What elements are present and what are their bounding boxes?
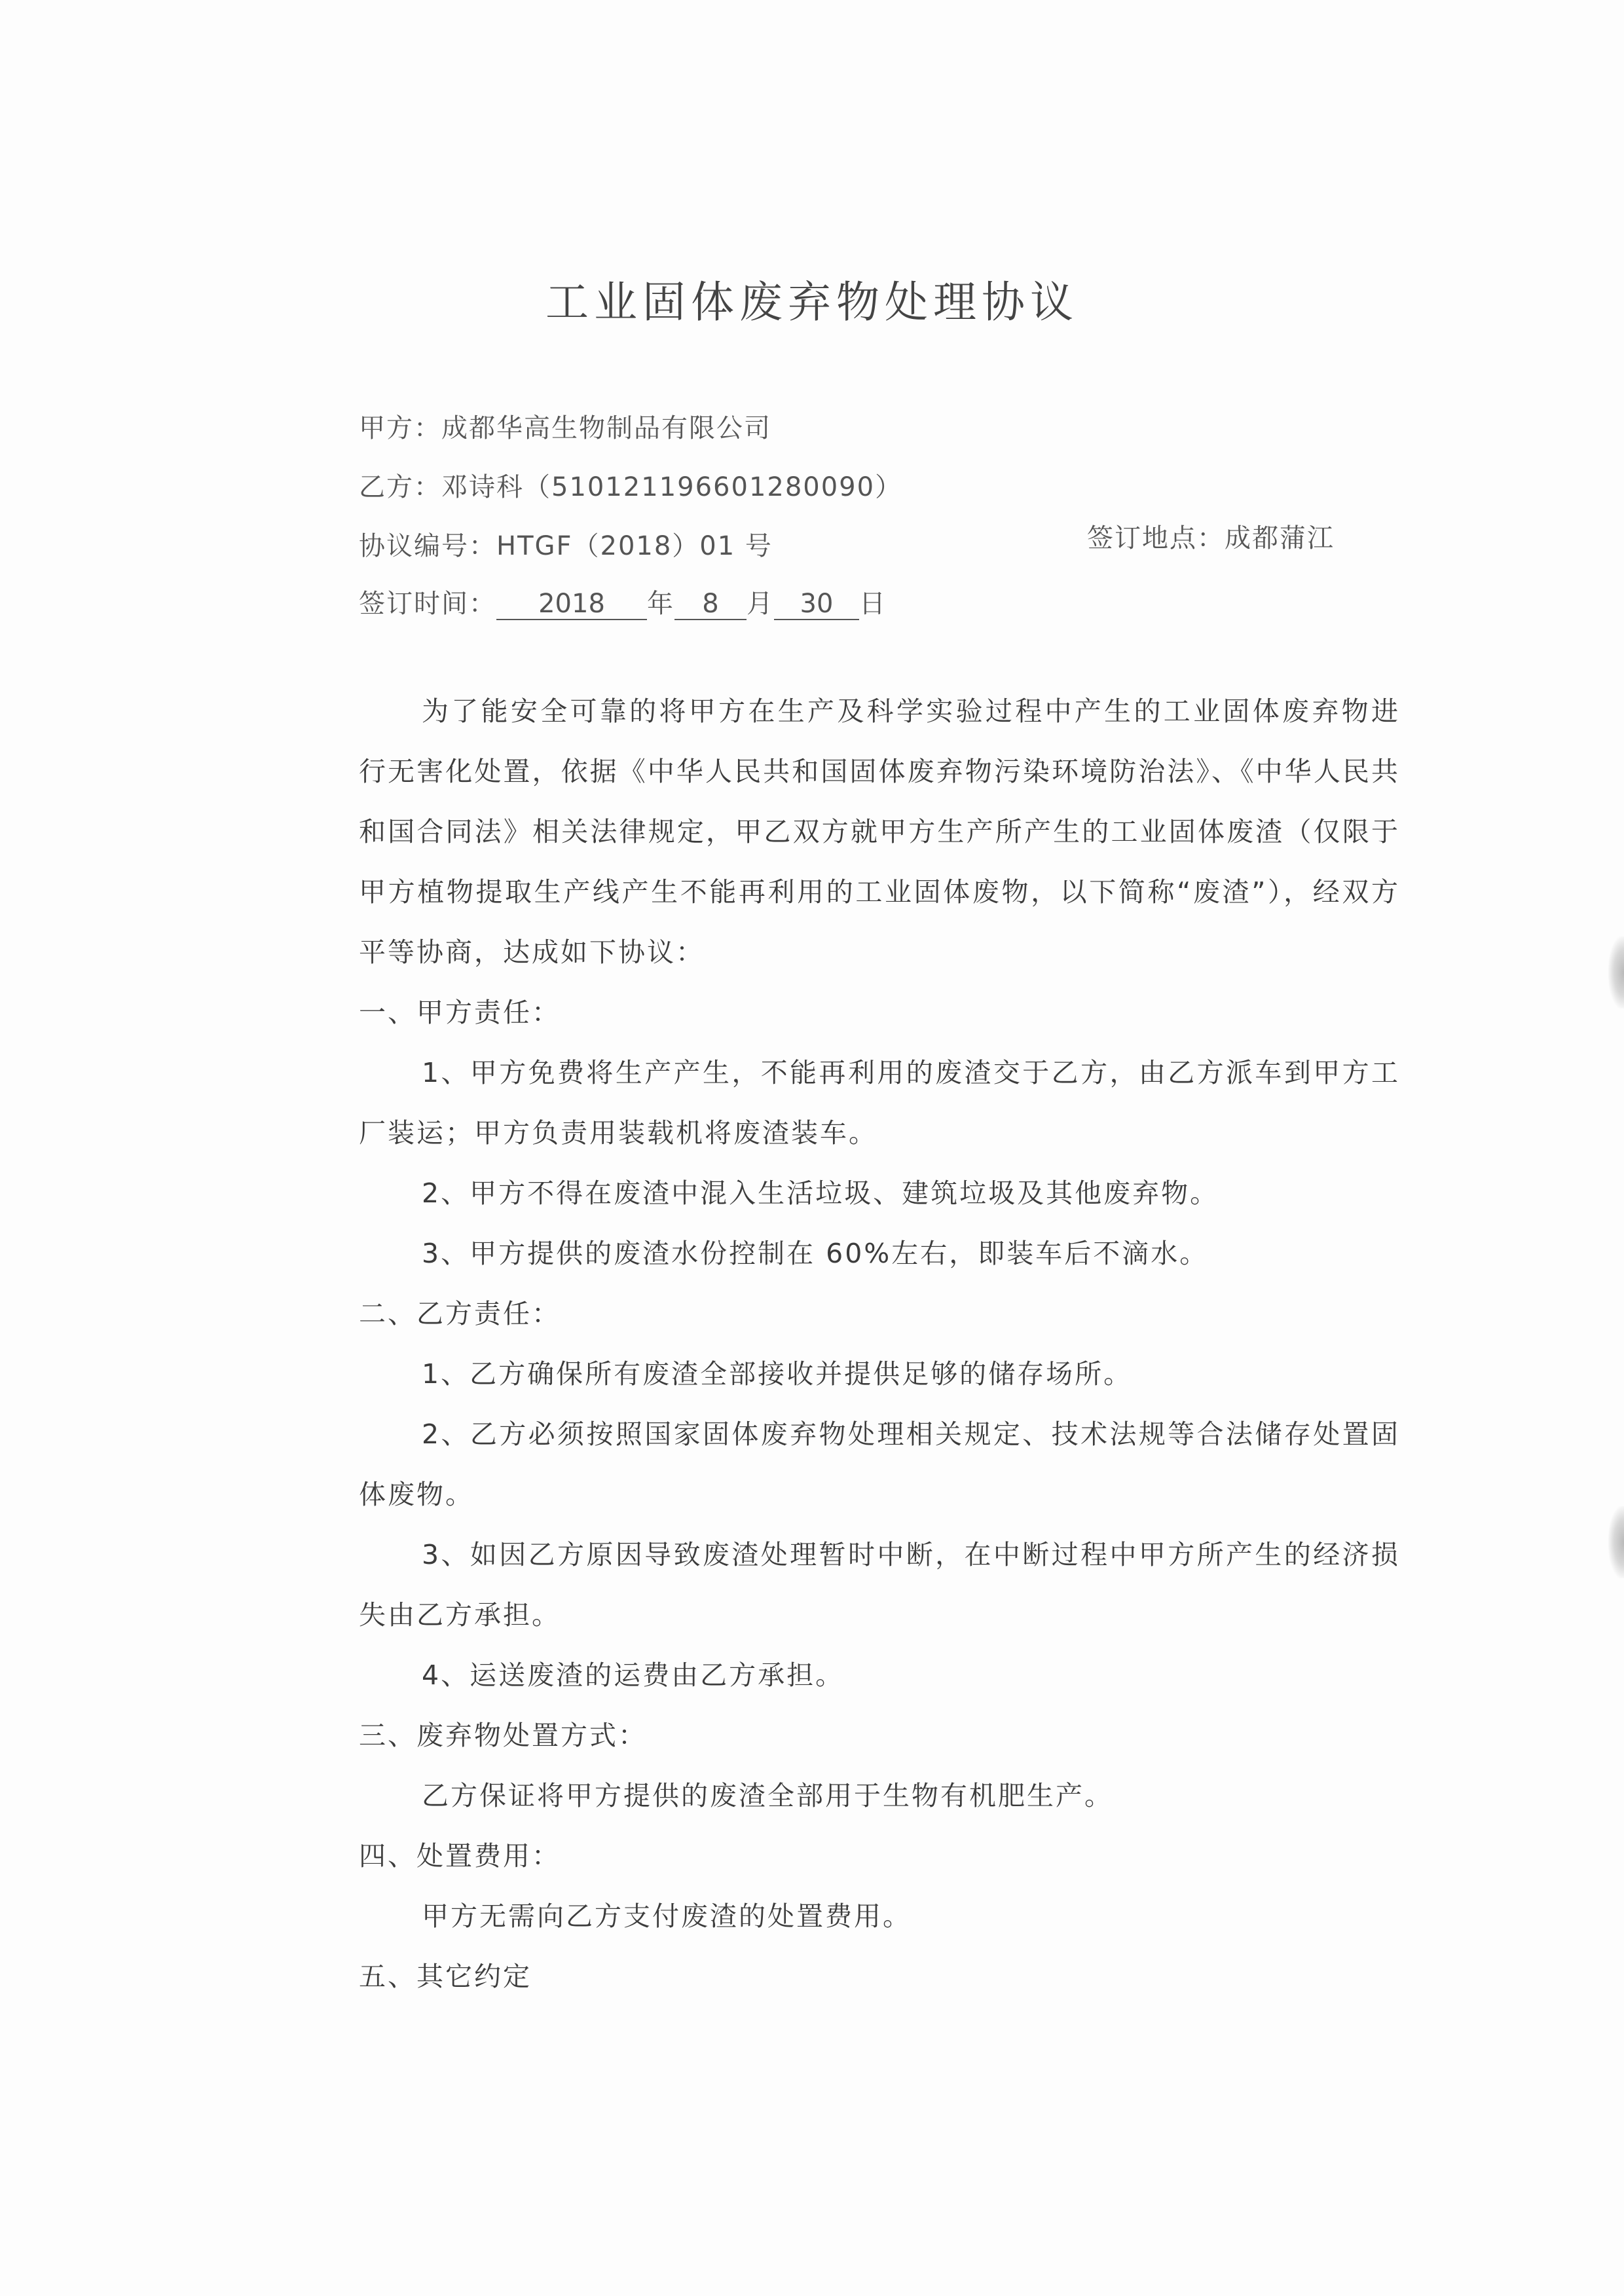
- section-2-item-4: 4、运送废渣的运费由乙方承担。: [422, 1659, 845, 1691]
- section-1-item-2: 2、甲方不得在废渣中混入生活垃圾、建筑垃圾及其他废弃物。: [422, 1177, 1219, 1209]
- section-1-heading: 一、甲方责任：: [359, 997, 561, 1028]
- section-2-item-3: 3、如因乙方原因导致废渣处理暂时中断，在中断过程中甲方所产生的经济损失由乙方承担。: [359, 1539, 1400, 1631]
- section-1-item-1: 1、甲方免费将生产产生，不能再利用的废渣交于乙方，由乙方派车到甲方工厂装运；甲方负责用装载机将废渣装车。: [359, 1057, 1400, 1149]
- sign-place-line: [1087, 517, 1335, 555]
- section-3-heading: 三、废弃物处置方式：: [359, 1720, 647, 1751]
- year-char: 年: [647, 589, 674, 619]
- section-5-heading: 五、其它约定: [359, 1961, 532, 1992]
- intro-paragraph: 为了能安全可靠的将甲方在生产及科学实验过程中产生的工业固体废弃物进行无害化处置，依据《中华人民共和国固体废弃物污染环境防治法》、《中华人民共和国合同法》相关法律规定，甲乙双方就甲方生产所产生的工业固体废渣（仅限于甲方植物提取生产线产生不能再利用的工业固体废物，以下简称“废渣”），经双方平等协商，达成如下协议：: [359, 695, 1400, 968]
- sign-day: 30: [774, 589, 859, 620]
- party-b-label: 乙方：: [359, 472, 441, 502]
- agreement-no-line: [359, 525, 773, 563]
- month-char: 月: [747, 589, 774, 619]
- section-4-text: 甲方无需向乙方支付废渣的处置费用。: [422, 1900, 912, 1932]
- party-a-line: [359, 407, 771, 445]
- scan-binding-mark: [1608, 936, 1624, 1009]
- party-a-label: 甲方：: [359, 413, 441, 443]
- agreement-no-value: HTGF（2018）01 号: [496, 531, 773, 561]
- scan-binding-mark: [1608, 1506, 1624, 1578]
- sign-month: 8: [674, 589, 747, 620]
- sign-place-label: 签订地点：: [1087, 523, 1225, 553]
- day-char: 日: [859, 589, 887, 619]
- party-b-value: 邓诗科（510121196601280090）: [441, 472, 903, 502]
- section-2-item-2: 2、乙方必须按照国家固体废弃物处理相关规定、技术法规等合法储存处置固体废物。: [359, 1418, 1400, 1510]
- agreement-no-label: 协议编号：: [359, 531, 496, 561]
- party-b-line: [359, 466, 902, 504]
- section-1-item-3: 3、甲方提供的废渣水份控制在 60%左右，即装车后不滴水。: [422, 1238, 1209, 1269]
- party-a-value: 成都华高生物制品有限公司: [441, 413, 771, 443]
- section-3-text: 乙方保证将甲方提供的废渣全部用于生物有机肥生产。: [422, 1780, 1113, 1811]
- sign-year: 2018: [496, 589, 647, 620]
- section-2-item-1: 1、乙方确保所有废渣全部接收并提供足够的储存场所。: [422, 1358, 1133, 1390]
- agreement-body: [359, 681, 1400, 2007]
- section-2-heading: 二、乙方责任：: [359, 1298, 561, 1329]
- page-title: 工业固体废弃物处理协议: [545, 277, 1079, 327]
- sign-place-value: 成都蒲江: [1225, 523, 1335, 553]
- section-4-heading: 四、处置费用：: [359, 1840, 561, 1872]
- sign-time-label: 签订时间：: [359, 589, 496, 619]
- sign-time-line: [359, 583, 887, 620]
